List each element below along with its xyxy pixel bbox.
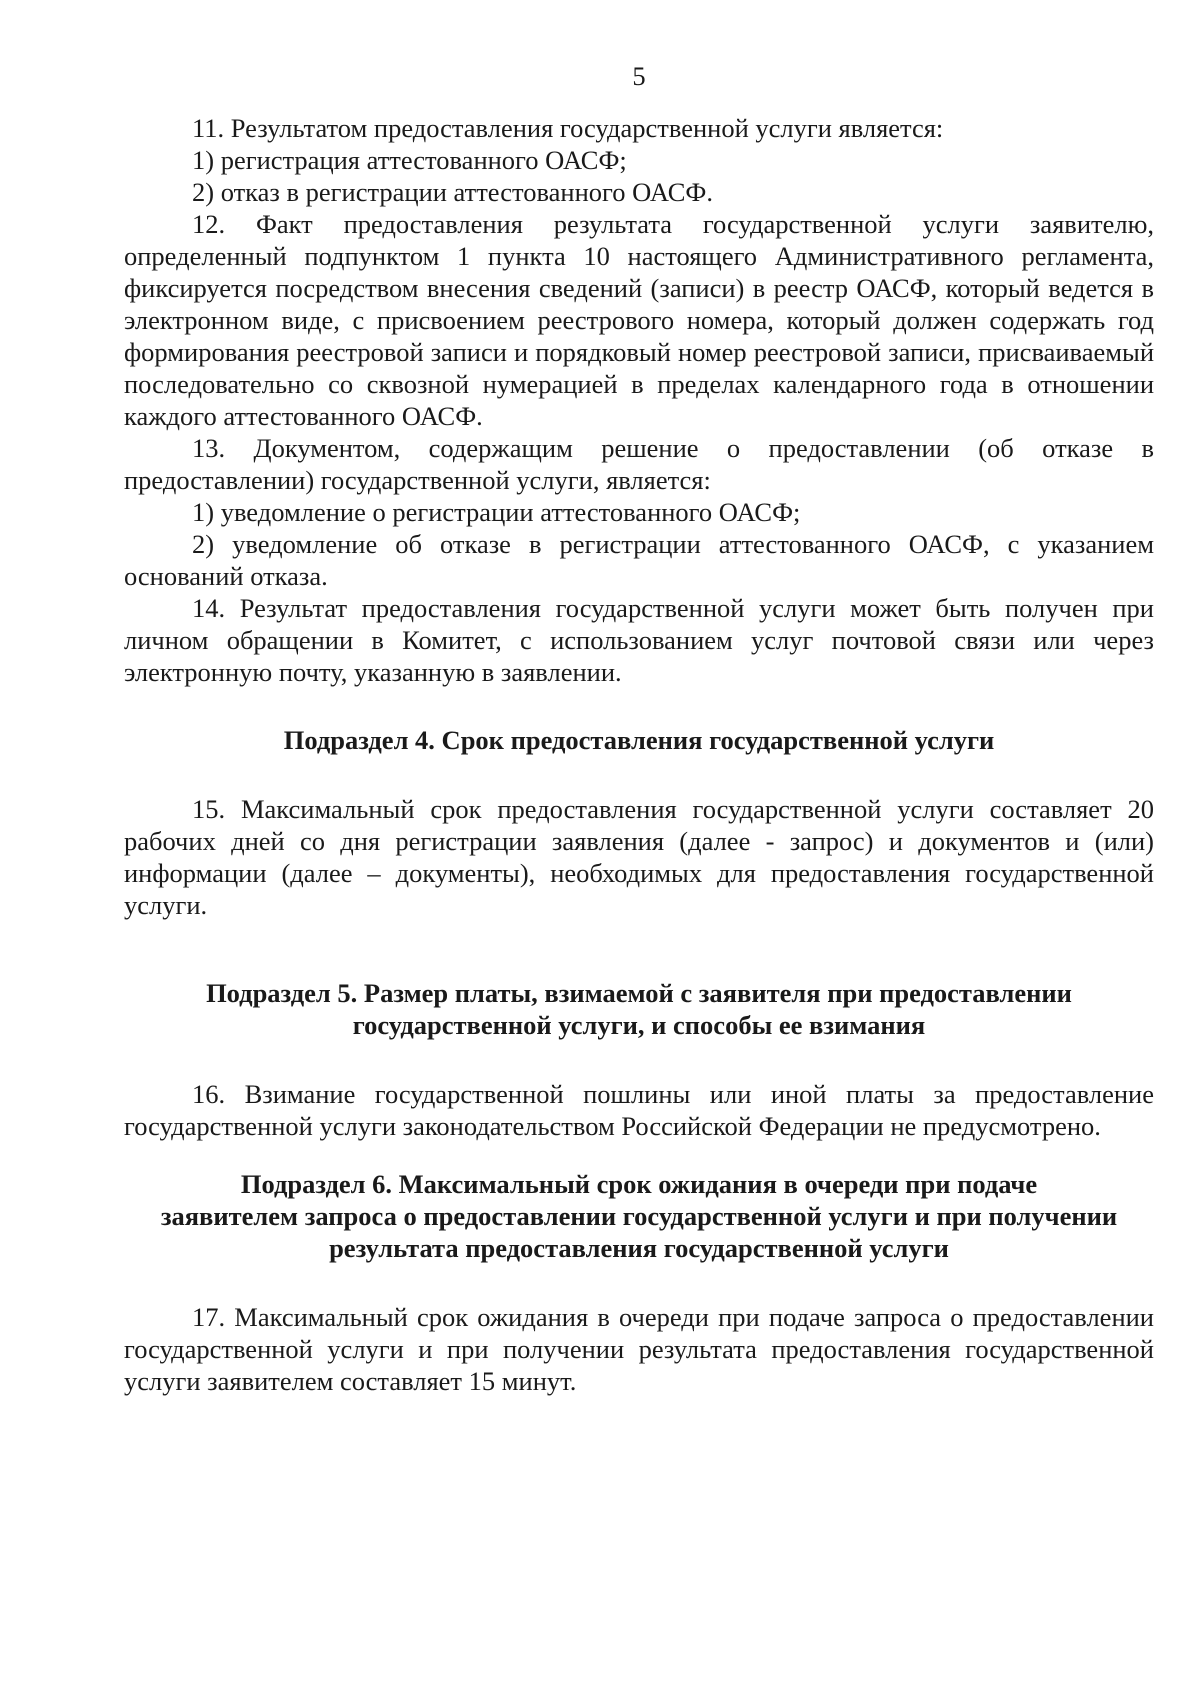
page-number: 5 [632, 61, 646, 91]
paragraph-13: 13. Документом, содержащим решение о предоставлении (об отказе в предоставлении) государственной услуги, является: [124, 433, 1154, 495]
section-4-heading: Подраздел 4. Срок предоставления государственной услуги [283, 725, 995, 755]
section-6-heading [124, 1168, 1154, 1264]
paragraph-13-item-1: 1) уведомление о регистрации аттестованного ОАСФ; [192, 497, 801, 527]
paragraph-13-item-2: 2) уведомление об отказе в регистрации аттестованного ОАСФ, с указанием оснований отказа. [124, 529, 1154, 591]
section-6-heading-line-2: заявителем запроса о предоставлении государственной услуги и при получении [160, 1201, 1118, 1231]
paragraph-16: 16. Взимание государственной пошлины или иной платы за предоставление государственной услуги законодательством Российской Федерации не предусмотрено. [124, 1079, 1154, 1141]
section-6-heading-line-1: Подраздел 6. Максимальный срок ожидания в очереди при подаче [240, 1169, 1038, 1199]
section-6-heading-line-3: результата предоставления государственной услуги [329, 1233, 949, 1263]
section-5-heading-line-1: Подраздел 5. Размер платы, взимаемой с заявителя при предоставлении [206, 978, 1072, 1008]
paragraph-11-item-1: 1) регистрация аттестованного ОАСФ; [192, 145, 627, 175]
paragraph-12: 12. Факт предоставления результата государственной услуги заявителю, определенный подпунктом 1 пункта 10 настоящего Административного регламента, фиксируется посредством внесения сведений (записи) в реестр ОАСФ, который ведется в электронном виде, с присвоением реестрового номера, который должен содержать год формирования реестровой записи и порядковый номер реестровой записи, присваиваемый последовательно со сквозной нумерацией в пределах календарного года в отношении каждого аттестованного ОАСФ. [124, 209, 1154, 431]
section-5-heading-line-2: государственной услуги, и способы ее взимания [352, 1010, 926, 1040]
paragraph-11: 11. Результатом предоставления государственной услуги является: [192, 113, 944, 143]
document-page [124, 60, 1154, 1397]
paragraph-11-item-2: 2) отказ в регистрации аттестованного ОАСФ. [192, 177, 713, 207]
section-5-heading [124, 977, 1154, 1041]
paragraph-14: 14. Результат предоставления государственной услуги может быть получен при личном обращении в Комитет, с использованием услуг почтовой связи или через электронную почту, указанную в заявлении. [124, 593, 1154, 687]
paragraph-17: 17. Максимальный срок ожидания в очереди при подаче запроса о предоставлении государственной услуги и при получении результата предоставления государственной услуги заявителем составляет 15 минут. [124, 1302, 1154, 1396]
paragraph-15: 15. Максимальный срок предоставления государственной услуги составляет 20 рабочих дней со дня регистрации заявления (далее - запрос) и документов и (или) информации (далее – документы), необходимых для предоставления государственной услуги. [124, 794, 1154, 920]
